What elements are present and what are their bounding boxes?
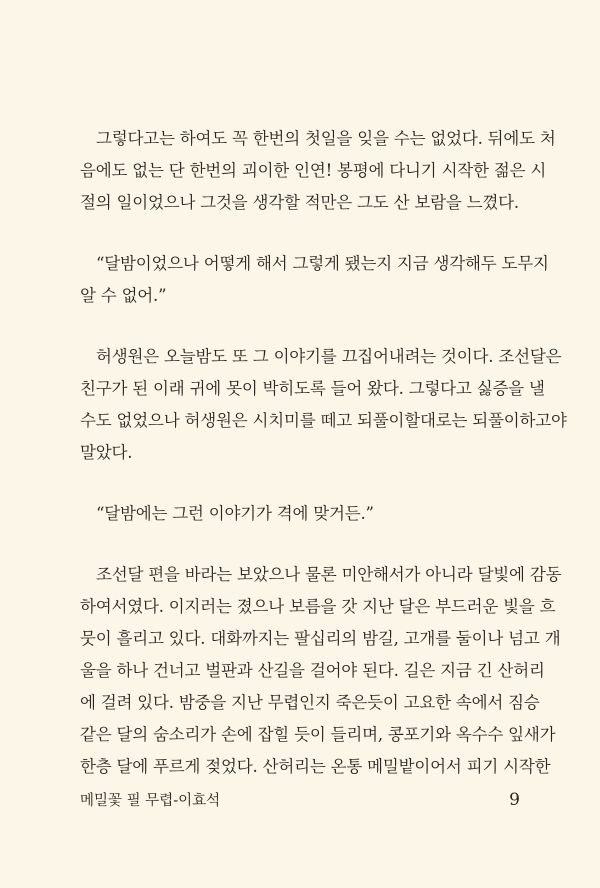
page-number: 9: [509, 790, 520, 810]
paragraph-5-line-1: 조선달 편을 바라는 보았으나 물론 미안해서가 아니라 달빛에 감동: [96, 565, 562, 584]
paragraph-5-line-6: 같은 달의 숨소리가 손에 잡힐 듯이 들리며, 콩포기와 옥수수 잎새가: [80, 725, 556, 744]
paragraph-1-line-1: 그렇다고는 하여도 꼭 한번의 첫일을 잊을 수는 없었다. 뒤에도 처: [96, 129, 556, 148]
paragraph-3-line-3: 수도 없었으나 허생원은 시치미를 떼고 되풀이할대로는 되풀이하고야: [80, 411, 567, 430]
paragraph-5-line-3: 뭇이 흘리고 있다. 대화까지는 팔십리의 밤길, 고개를 둘이나 넘고 개: [80, 629, 561, 648]
paragraph-1-line-3: 절의 일이었으나 그것을 생각할 적만은 그도 산 보람을 느꼈다.: [80, 193, 519, 212]
paragraph-5-line-2: 하여서였다. 이지러는 졌으나 보름을 갓 지난 달은 부드러운 빛을 흐: [80, 597, 556, 616]
running-footer-title: 메밀꽃 필 무렵-이효석: [80, 793, 221, 809]
paragraph-3-line-1: 허생원은 오늘밤도 또 그 이야기를 끄집어내려는 것이다. 조선달은: [96, 347, 562, 366]
paragraph-3-line-2: 친구가 된 이래 귀에 못이 박히도록 들어 왔다. 그렇다고 싫증을 낼: [80, 379, 545, 398]
paragraph-5-line-7: 한층 달에 푸르게 젖었다. 산허리는 온통 메밀밭이어서 피기 시작한: [80, 757, 551, 776]
paragraph-2-line-2: 알 수 없어.”: [80, 286, 167, 305]
paragraph-5-line-4: 울을 하나 건너고 벌판과 산길을 걸어야 된다. 길은 지금 긴 산허리: [80, 661, 545, 680]
paragraph-1-line-2: 음에도 없는 단 한번의 괴이한 인연! 봉평에 다니기 시작한 젊은 시: [80, 161, 547, 180]
paragraph-4-line-1: “달밤에는 그런 이야기가 격에 맞거든.”: [96, 504, 374, 523]
paragraph-3-line-4: 말았다.: [80, 443, 133, 462]
paragraph-2-line-1: “달밤이었으나 어떻게 해서 그렇게 됐는지 지금 생각해두 도무지: [96, 254, 549, 273]
paragraph-5-line-5: 에 걸려 있다. 밤중을 지난 무렵인지 죽은듯이 고요한 속에서 짐승: [80, 693, 540, 712]
